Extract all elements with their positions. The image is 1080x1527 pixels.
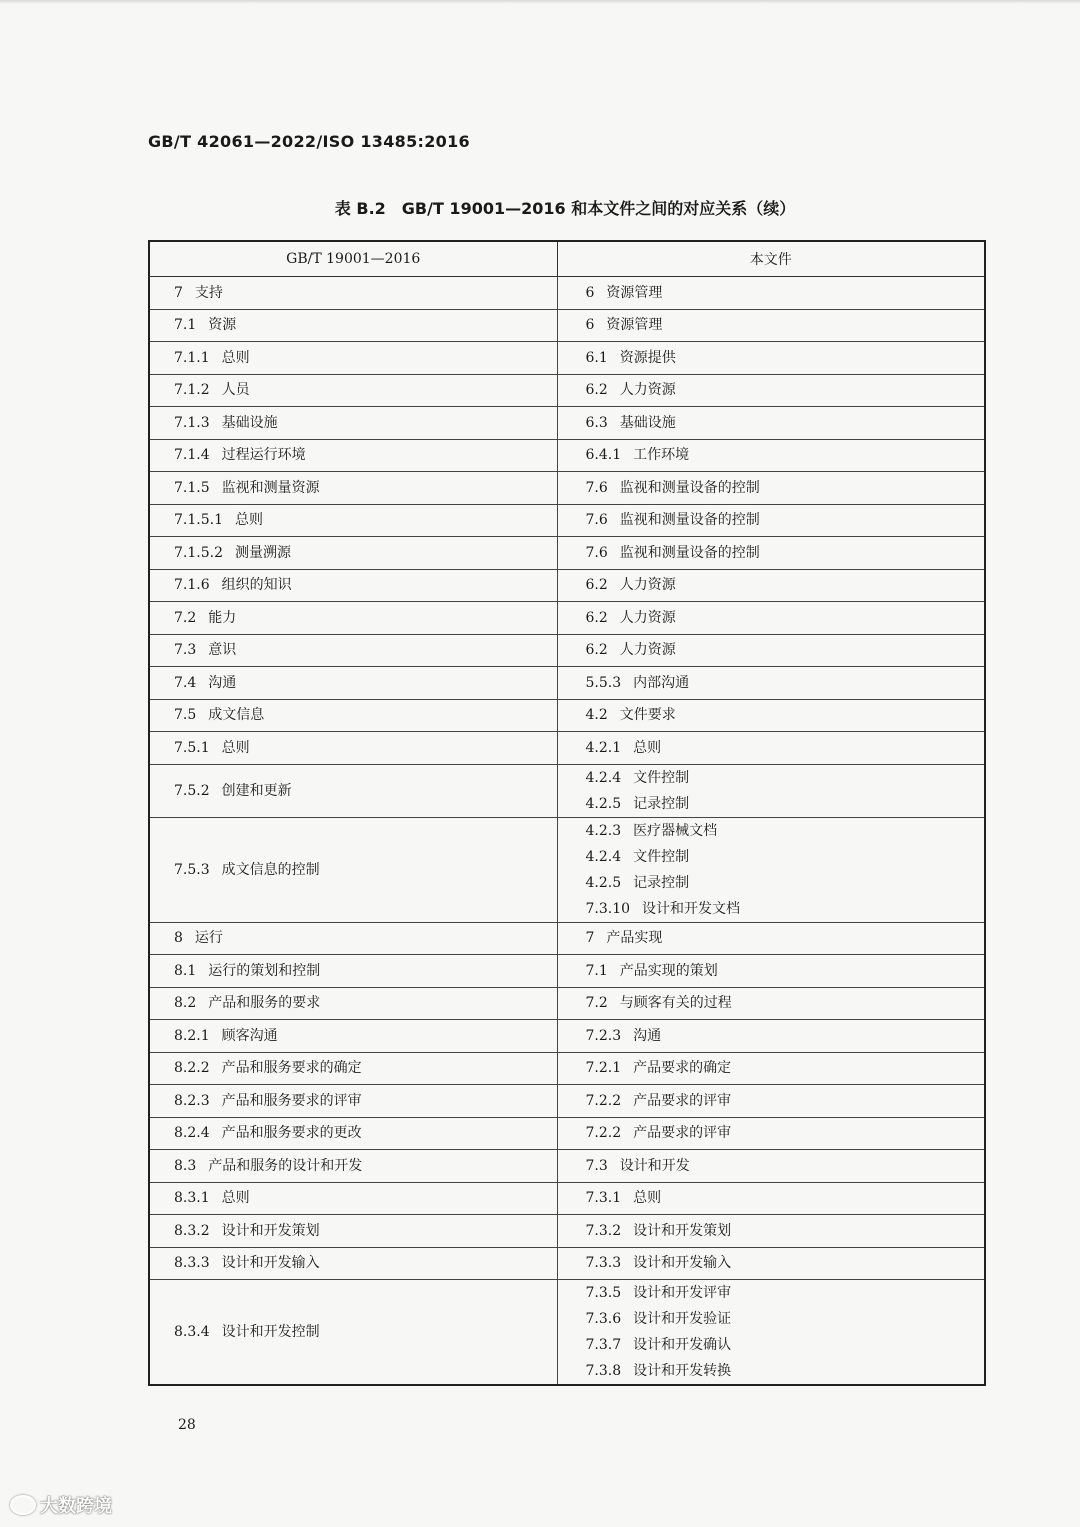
page-edge [0, 0, 1080, 4]
this-document-clause-cell [557, 1280, 985, 1386]
this-document-clause-cell [557, 309, 985, 342]
clause-entry [174, 702, 557, 728]
clause-number: 7.6 [585, 544, 608, 561]
gbt19001-clause-cell [149, 1215, 557, 1248]
clause-number: 5.5.3 [585, 674, 622, 691]
gbt19001-clause-cell [149, 667, 557, 700]
clause-title: 产品和服务要求的更改 [221, 1125, 362, 1142]
gbt19001-clause-cell [149, 1247, 557, 1280]
clause-number: 8.3.3 [174, 1255, 210, 1272]
this-document-clause-cell [557, 342, 985, 375]
clause-title: 总则 [221, 1190, 250, 1207]
this-document-clause-cell [557, 1085, 985, 1118]
clause-title: 产品实现的策划 [619, 962, 718, 979]
table-header-row [149, 241, 985, 277]
gbt19001-clause-cell [149, 1280, 557, 1386]
clause-entry [586, 1280, 985, 1306]
clause-title: 记录控制 [633, 874, 690, 891]
gbt19001-clause-cell [149, 764, 557, 817]
this-document-clause-cell [557, 634, 985, 667]
clause-title: 人力资源 [619, 382, 676, 399]
table-row [149, 342, 985, 375]
clause-number: 7.1.3 [174, 414, 210, 431]
clause-number: 7.2 [585, 995, 608, 1012]
clause-entry [586, 345, 985, 371]
this-document-clause-cell [557, 817, 985, 922]
table-row [149, 732, 985, 765]
clause-title: 总则 [221, 349, 250, 366]
clause-title: 监视和测量资源 [221, 479, 320, 496]
clause-number: 8.1 [174, 962, 197, 979]
clause-entry [174, 280, 557, 306]
clause-entry [586, 1055, 985, 1081]
gbt19001-clause-cell [149, 439, 557, 472]
clause-title: 设计和开发控制 [221, 1324, 320, 1340]
clause-entry [174, 1153, 557, 1179]
clause-entry [174, 1088, 557, 1114]
table-row [149, 374, 985, 407]
standard-code: GB/T 42061—2022/ISO 13485:2016 [148, 132, 470, 151]
clause-number: 7.6 [585, 512, 608, 529]
clause-title: 总则 [633, 1190, 662, 1207]
clause-title: 设计和开发策划 [221, 1222, 320, 1239]
table-row [149, 504, 985, 537]
this-document-clause-cell [557, 1020, 985, 1053]
table-row [149, 955, 985, 988]
clause-title: 资源管理 [606, 317, 663, 334]
clause-number: 7 [174, 284, 183, 301]
clause-number: 7.5.2 [174, 782, 210, 799]
table-row [149, 472, 985, 505]
clause-entry [586, 1185, 985, 1211]
table-row [149, 764, 985, 817]
clause-entry [586, 377, 985, 403]
clause-number: 7.5.1 [174, 739, 210, 756]
clause-number: 6.4.1 [585, 447, 622, 464]
this-document-clause-cell [557, 407, 985, 440]
clause-entry [586, 702, 985, 728]
clause-title: 能力 [208, 609, 237, 626]
this-document-clause-cell [557, 1052, 985, 1085]
this-document-clause-cell [557, 504, 985, 537]
this-document-clause-cell [557, 1215, 985, 1248]
clause-number: 6 [585, 317, 595, 334]
clause-number: 7.3.10 [585, 900, 631, 917]
this-document-clause-cell [557, 277, 985, 310]
clause-entry [174, 1185, 557, 1211]
gbt19001-clause-cell [149, 504, 557, 537]
clause-entry [586, 870, 985, 896]
gbt19001-clause-cell [149, 817, 557, 922]
clause-number: 8 [174, 930, 183, 947]
clause-number: 7.2.3 [585, 1027, 622, 1044]
clause-entry [174, 1319, 557, 1345]
clause-title: 文件要求 [619, 707, 676, 724]
watermark-text: 大数跨境 [40, 1496, 112, 1517]
column-header-gbt19001: GB/T 19001—2016 [149, 241, 557, 277]
clause-entry [586, 572, 985, 598]
clause-entry [586, 1306, 985, 1332]
clause-entry [174, 778, 557, 804]
table-title: 表 B.2 GB/T 19001—2016 和本文件之间的对应关系（续） [334, 199, 796, 218]
clause-number: 7.1.2 [174, 382, 210, 399]
this-document-clause-cell [557, 439, 985, 472]
clause-entry [586, 1332, 985, 1358]
clause-entry [586, 442, 985, 468]
clause-number: 6.2 [585, 382, 608, 399]
clause-number: 6.2 [585, 577, 608, 594]
table-body [149, 277, 985, 1386]
clause-number: 7.3.1 [585, 1190, 622, 1207]
clause-title: 监视和测量设备的控制 [619, 544, 760, 561]
clause-number: 7.1 [174, 317, 197, 334]
clause-entry [586, 637, 985, 663]
clause-title: 总则 [234, 512, 263, 529]
clause-title: 过程运行环境 [221, 447, 306, 464]
gbt19001-clause-cell [149, 1020, 557, 1053]
clause-title: 成文信息的控制 [221, 861, 320, 878]
clause-title: 设计和开发 [619, 1157, 690, 1174]
clause-entry [586, 818, 985, 844]
this-document-clause-cell [557, 1182, 985, 1215]
this-document-clause-cell [557, 1117, 985, 1150]
clause-title: 创建和更新 [221, 782, 292, 799]
table-row [149, 537, 985, 570]
this-document-clause-cell [557, 922, 985, 955]
this-document-clause-cell [557, 732, 985, 765]
clause-entry [586, 735, 985, 761]
clause-title: 监视和测量设备的控制 [619, 479, 760, 496]
clause-title: 产品和服务的设计和开发 [208, 1157, 363, 1174]
this-document-clause-cell [557, 1150, 985, 1183]
clause-number: 7.1.1 [174, 349, 210, 366]
this-document-clause-cell [557, 472, 985, 505]
page-number: 28 [178, 1417, 196, 1433]
clause-title: 与顾客有关的过程 [619, 995, 732, 1012]
clause-title: 测量溯源 [234, 544, 291, 561]
table-row [149, 569, 985, 602]
clause-number: 7.3.3 [585, 1255, 622, 1272]
clause-entry [586, 896, 985, 922]
gbt19001-clause-cell [149, 602, 557, 635]
clause-entry [174, 540, 557, 566]
clause-number: 8.2.3 [174, 1092, 210, 1109]
table-row [149, 699, 985, 732]
clause-title: 设计和开发文档 [642, 900, 741, 917]
clause-number: 7 [585, 930, 595, 947]
clause-entry [586, 1358, 985, 1384]
clause-number: 8.3.1 [174, 1190, 210, 1207]
clause-entry [586, 410, 985, 436]
this-document-clause-cell [557, 667, 985, 700]
table-row [149, 922, 985, 955]
table-row [149, 1150, 985, 1183]
clause-number: 7.2.1 [585, 1060, 622, 1077]
clause-title: 资源 [208, 317, 237, 334]
clause-number: 4.2.5 [585, 874, 622, 891]
clause-entry [586, 765, 985, 791]
clause-number: 8.2.4 [174, 1125, 210, 1142]
table-row [149, 987, 985, 1020]
table-row [149, 309, 985, 342]
clause-entry [586, 1023, 985, 1049]
clause-entry [586, 1120, 985, 1146]
clause-entry [586, 990, 985, 1016]
clause-number: 7.3.5 [585, 1285, 622, 1301]
gbt19001-clause-cell [149, 699, 557, 732]
clause-title: 总则 [221, 739, 250, 756]
clause-number: 4.2.1 [585, 739, 622, 756]
clause-entry [174, 377, 557, 403]
table-row [149, 277, 985, 310]
clause-number: 8.3 [174, 1157, 197, 1174]
clause-title: 内部沟通 [633, 674, 690, 691]
gbt19001-clause-cell [149, 1117, 557, 1150]
clause-entry [586, 844, 985, 870]
clause-entry [174, 958, 557, 984]
table-row [149, 634, 985, 667]
clause-title: 运行 [194, 930, 223, 947]
table-row [149, 1182, 985, 1215]
clause-number: 7.3.2 [585, 1222, 622, 1239]
clause-entry [174, 1055, 557, 1081]
clause-number: 7.3 [174, 642, 197, 659]
clause-entry [174, 410, 557, 436]
clause-entry [174, 1023, 557, 1049]
clause-entry [174, 1218, 557, 1244]
this-document-clause-cell [557, 602, 985, 635]
this-document-clause-cell [557, 1247, 985, 1280]
clause-number: 7.2.2 [585, 1092, 622, 1109]
clause-entry [586, 791, 985, 817]
clause-entry [586, 540, 985, 566]
table-row [149, 407, 985, 440]
clause-number: 4.2.5 [585, 795, 622, 812]
clause-entry [174, 572, 557, 598]
table-row [149, 1052, 985, 1085]
clause-number: 7.1.5.1 [174, 512, 223, 529]
clause-entry [586, 507, 985, 533]
clause-entry [586, 1250, 985, 1276]
clause-title: 产品要求的评审 [633, 1092, 732, 1109]
clause-number: 8.2.2 [174, 1060, 210, 1077]
clause-number: 4.2 [585, 707, 608, 724]
table-row [149, 817, 985, 922]
clause-title: 产品和服务的要求 [208, 995, 321, 1012]
clause-title: 支持 [194, 284, 223, 301]
gbt19001-clause-cell [149, 374, 557, 407]
clause-title: 产品要求的确定 [633, 1060, 732, 1077]
clause-number: 6 [585, 284, 595, 301]
watermark [10, 1492, 112, 1518]
clause-title: 资源管理 [606, 284, 663, 301]
clause-title: 设计和开发验证 [633, 1311, 732, 1327]
table-row [149, 1020, 985, 1053]
clause-title: 组织的知识 [221, 577, 292, 594]
clause-number: 7.2 [174, 609, 197, 626]
gbt19001-clause-cell [149, 1052, 557, 1085]
clause-entry [586, 280, 985, 306]
clause-title: 沟通 [633, 1027, 662, 1044]
clause-title: 监视和测量设备的控制 [619, 512, 760, 529]
clause-number: 8.2.1 [174, 1027, 210, 1044]
clause-entry [586, 605, 985, 631]
clause-entry [586, 475, 985, 501]
clause-title: 成文信息 [208, 707, 265, 724]
clause-title: 沟通 [208, 674, 237, 691]
clause-number: 4.2.4 [585, 769, 622, 786]
clause-title: 医疗器械文档 [633, 822, 718, 839]
gbt19001-clause-cell [149, 472, 557, 505]
table-row [149, 1085, 985, 1118]
clause-number: 6.3 [585, 414, 608, 431]
table-row [149, 602, 985, 635]
clause-entry [174, 1250, 557, 1276]
clause-title: 人力资源 [619, 577, 676, 594]
clause-title: 资源提供 [619, 349, 676, 366]
this-document-clause-cell [557, 987, 985, 1020]
clause-entry [586, 1153, 985, 1179]
table-row [149, 439, 985, 472]
gbt19001-clause-cell [149, 407, 557, 440]
clause-number: 7.3.6 [585, 1311, 622, 1327]
table-row [149, 1215, 985, 1248]
clause-number: 7.1.6 [174, 577, 210, 594]
clause-title: 意识 [208, 642, 237, 659]
clause-title: 设计和开发评审 [633, 1285, 732, 1301]
clause-title: 人力资源 [619, 609, 676, 626]
clause-title: 基础设施 [619, 414, 676, 431]
gbt19001-clause-cell [149, 342, 557, 375]
clause-title: 人员 [221, 382, 250, 399]
table-row [149, 1280, 985, 1386]
gbt19001-clause-cell [149, 569, 557, 602]
clause-number: 7.2.2 [585, 1125, 622, 1142]
clause-number: 8.3.4 [174, 1324, 210, 1340]
clause-number: 7.3 [585, 1157, 608, 1174]
this-document-clause-cell [557, 537, 985, 570]
clause-title: 文件控制 [633, 769, 690, 786]
clause-entry [174, 925, 557, 951]
this-document-clause-cell [557, 569, 985, 602]
clause-number: 7.1 [585, 962, 608, 979]
gbt19001-clause-cell [149, 309, 557, 342]
gbt19001-clause-cell [149, 732, 557, 765]
clause-title: 设计和开发输入 [221, 1255, 320, 1272]
clause-entry [174, 670, 557, 696]
gbt19001-clause-cell [149, 634, 557, 667]
clause-title: 人力资源 [619, 642, 676, 659]
clause-number: 7.4 [174, 674, 197, 691]
gbt19001-clause-cell [149, 537, 557, 570]
column-header-this-document: 本文件 [557, 241, 985, 277]
clause-entry [174, 507, 557, 533]
watermark-logo-icon [10, 1495, 36, 1515]
this-document-clause-cell [557, 764, 985, 817]
clause-number: 4.2.3 [585, 822, 622, 839]
clause-title: 设计和开发转换 [633, 1363, 732, 1379]
clause-number: 7.3.8 [585, 1363, 622, 1379]
clause-entry [174, 605, 557, 631]
table-row [149, 1247, 985, 1280]
clause-entry [586, 958, 985, 984]
clause-entry [174, 312, 557, 338]
clause-number: 6.1 [585, 349, 608, 366]
correspondence-table [148, 240, 986, 1386]
clause-entry [586, 1218, 985, 1244]
clause-number: 7.1.4 [174, 447, 210, 464]
clause-entry [174, 1120, 557, 1146]
clause-entry [174, 475, 557, 501]
table-row [149, 667, 985, 700]
clause-title: 记录控制 [633, 795, 690, 812]
clause-entry [586, 1088, 985, 1114]
clause-entry [174, 637, 557, 663]
clause-title: 产品和服务要求的评审 [221, 1092, 362, 1109]
gbt19001-clause-cell [149, 922, 557, 955]
clause-number: 4.2.4 [585, 848, 622, 865]
clause-number: 7.1.5 [174, 479, 210, 496]
clause-entry [174, 345, 557, 371]
clause-title: 运行的策划和控制 [208, 962, 321, 979]
clause-title: 产品要求的评审 [633, 1125, 732, 1142]
clause-title: 基础设施 [221, 414, 278, 431]
clause-entry [174, 857, 557, 883]
clause-entry [586, 312, 985, 338]
clause-title: 设计和开发策划 [633, 1222, 732, 1239]
clause-number: 6.2 [585, 642, 608, 659]
table-row [149, 1117, 985, 1150]
clause-number: 8.3.2 [174, 1222, 210, 1239]
gbt19001-clause-cell [149, 987, 557, 1020]
clause-number: 7.1.5.2 [174, 544, 223, 561]
clause-title: 工作环境 [633, 447, 690, 464]
clause-entry [174, 990, 557, 1016]
clause-title: 设计和开发确认 [633, 1337, 732, 1353]
clause-title: 总则 [633, 739, 662, 756]
gbt19001-clause-cell [149, 277, 557, 310]
gbt19001-clause-cell [149, 1182, 557, 1215]
this-document-clause-cell [557, 955, 985, 988]
this-document-clause-cell [557, 374, 985, 407]
clause-entry [586, 670, 985, 696]
clause-entry [586, 925, 985, 951]
clause-number: 7.3.7 [585, 1337, 622, 1353]
clause-title: 文件控制 [633, 848, 690, 865]
clause-number: 7.6 [585, 479, 608, 496]
clause-entry [174, 735, 557, 761]
clause-title: 产品实现 [606, 930, 663, 947]
clause-number: 7.5.3 [174, 861, 210, 878]
clause-title: 顾客沟通 [221, 1027, 278, 1044]
clause-number: 7.5 [174, 707, 197, 724]
gbt19001-clause-cell [149, 1150, 557, 1183]
clause-number: 6.2 [585, 609, 608, 626]
clause-title: 产品和服务要求的确定 [221, 1060, 362, 1077]
clause-number: 8.2 [174, 995, 197, 1012]
clause-title: 设计和开发输入 [633, 1255, 732, 1272]
clause-entry [174, 442, 557, 468]
gbt19001-clause-cell [149, 955, 557, 988]
this-document-clause-cell [557, 699, 985, 732]
gbt19001-clause-cell [149, 1085, 557, 1118]
